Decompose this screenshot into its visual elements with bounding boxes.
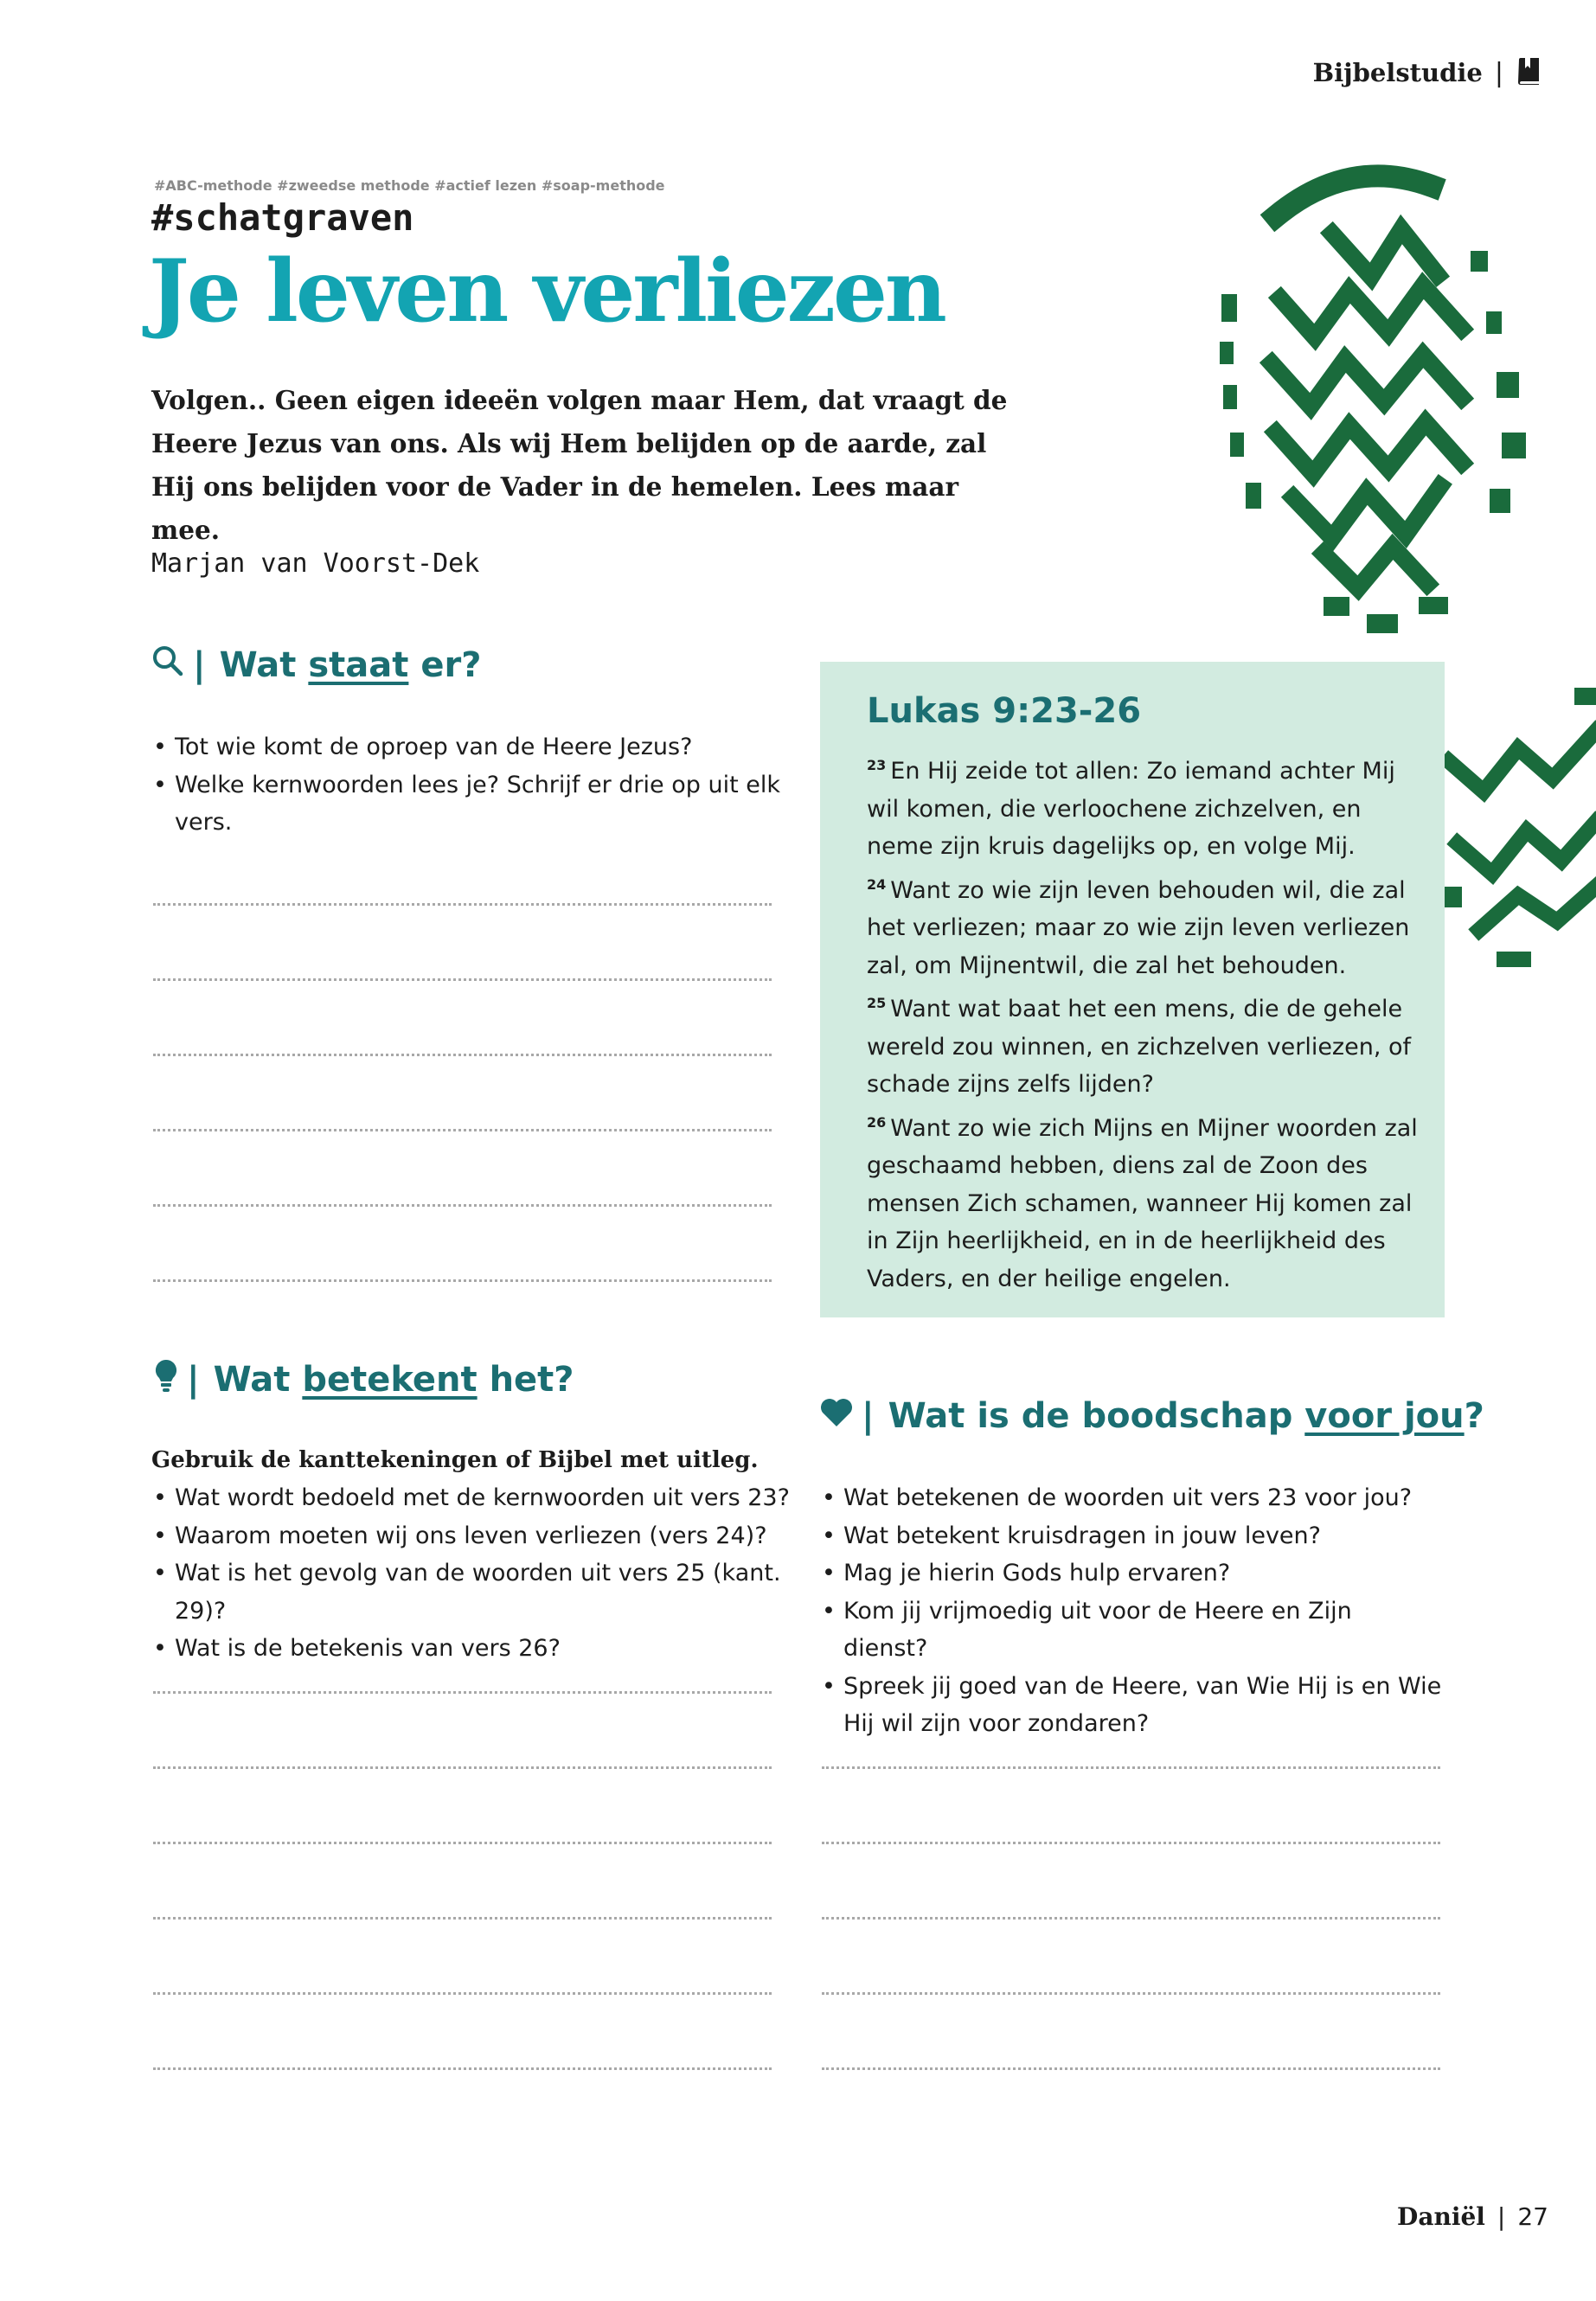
heading-separator: |: [862, 1396, 875, 1436]
writing-line[interactable]: [153, 2067, 772, 2070]
heading-text-underlined: betekent: [302, 1360, 478, 1400]
lightbulb-icon: [154, 1358, 178, 1401]
list-item: • Wat betekent kruisdragen in jouw leven?: [820, 1517, 1443, 1555]
book-icon: [1516, 57, 1542, 88]
heading-text-pre: Wat is de boodschap: [888, 1396, 1293, 1436]
verse-number: 24: [867, 875, 887, 893]
writing-line[interactable]: [153, 1842, 772, 1844]
section-meaning-questions: [151, 1479, 792, 1668]
kicker: #schatgraven: [151, 196, 414, 239]
list-item: • Kom jij vrijmoedig uit voor de Heere en Zijn dienst?: [820, 1593, 1443, 1668]
page-title: Je leven verliezen: [149, 241, 945, 342]
heading-separator: |: [193, 645, 206, 685]
page-footer: [1397, 2202, 1548, 2231]
heading-text-pre: Wat: [219, 645, 297, 685]
section-what-heading: [151, 644, 481, 686]
list-item: • Spreek jij goed van de Heere, van Wie Hij is en Wie Hij wil zijn voor zondaren?: [820, 1668, 1443, 1743]
verse-number: 26: [867, 1113, 887, 1131]
verse-text: En Hij zeide tot allen: Zo iemand achter Mij wil komen, die verloochene zichzelven, en neme zijn kruis dagelijks op, en volge Mij.: [867, 758, 1395, 860]
heading-text-post: er?: [420, 645, 482, 685]
scripture-box: [820, 662, 1445, 1317]
writing-line[interactable]: [153, 903, 772, 906]
section-message-heading: [820, 1396, 1484, 1436]
list-item: • Waarom moeten wij ons leven verliezen (vers 24)?: [151, 1517, 792, 1555]
list-item: • Mag je hierin Gods hulp ervaren?: [820, 1554, 1443, 1593]
section-meaning-heading: [154, 1358, 574, 1401]
verse: [867, 1104, 1420, 1298]
section-label: Bijbelstudie: [1312, 58, 1483, 87]
verse: [867, 984, 1420, 1104]
section-what-questions: [151, 728, 783, 842]
writing-line[interactable]: [822, 1842, 1440, 1844]
page-header: [1313, 57, 1542, 88]
verse-text: Want zo wie zich Mijns en Mijner woorden zal geschaamd hebben, diens zal de Zoon des mensen Zich schamen, wanneer Hij komen zal in Zijn heerlijkheid, en in de heerlijkheid des Vaders, en der heilige engelen.: [867, 1114, 1418, 1292]
header-separator: |: [1494, 57, 1503, 88]
verse-text: Want wat baat het een mens, die de gehele wereld zou winnen, en zichzelven verliezen, of schade zijns zelfs lijden?: [867, 996, 1412, 1098]
writing-line[interactable]: [153, 978, 772, 981]
writing-line[interactable]: [153, 1766, 772, 1769]
writing-line[interactable]: [153, 1054, 772, 1056]
scripture-reference: Lukas 9:23-26: [867, 691, 1142, 731]
heading-text-post: het?: [489, 1360, 574, 1400]
section-meaning-instruction: Gebruik de kanttekeningen of Bijbel met uitleg.: [151, 1447, 759, 1473]
list-item: • Wat wordt bedoeld met de kernwoorden uit vers 23?: [151, 1479, 792, 1517]
section-message-questions: [820, 1479, 1443, 1743]
writing-line[interactable]: [153, 1917, 772, 1920]
list-item: • Wat is het gevolg van de woorden uit vers 25 (kant. 29)?: [151, 1554, 792, 1630]
writing-line[interactable]: [153, 1992, 772, 1995]
verse: [867, 747, 1420, 866]
writing-line[interactable]: [822, 2067, 1440, 2070]
heading-text-underlined: voor jou: [1304, 1396, 1465, 1436]
heading-text-underlined: staat: [308, 645, 409, 685]
page-number: 27: [1517, 2202, 1548, 2231]
writing-line[interactable]: [153, 1129, 772, 1131]
scripture-text: [867, 747, 1420, 1298]
verse-text: Want zo wie zijn leven behouden wil, die zal het verliezen; maar zo wie zijn leven verliezen zal, om Mijnentwil, die zal het behouden.: [867, 876, 1410, 979]
writing-line[interactable]: [153, 1279, 772, 1282]
writing-line[interactable]: [822, 1766, 1440, 1769]
list-item: • Wat betekenen de woorden uit vers 23 voor jou?: [820, 1479, 1443, 1517]
magazine-name: Daniël: [1397, 2202, 1485, 2231]
heading-text-post: ?: [1464, 1396, 1484, 1436]
writing-line[interactable]: [822, 1917, 1440, 1920]
writing-line[interactable]: [822, 1992, 1440, 1995]
verse: [867, 866, 1420, 985]
heart-icon: [820, 1396, 853, 1436]
verse-number: 25: [867, 995, 887, 1011]
author-name: Marjan van Voorst-Dek: [151, 548, 480, 579]
footprint-graphic-partial: [1445, 679, 1596, 973]
list-item: • Wat is de betekenis van vers 26?: [151, 1630, 792, 1668]
heading-separator: |: [187, 1360, 200, 1400]
verse-number: 23: [867, 757, 887, 773]
hashtag-line: #ABC-methode #zweedse methode #actief lezen #soap-methode: [154, 177, 665, 194]
list-item: • Welke kernwoorden lees je? Schrijf er drie op uit elk vers.: [151, 766, 783, 842]
search-icon: [151, 644, 184, 686]
footer-separator: |: [1497, 2202, 1506, 2231]
list-item: • Tot wie komt de oproep van de Heere Jezus?: [151, 728, 783, 766]
footprint-graphic: [1211, 147, 1557, 640]
lead-paragraph: Volgen.. Geen eigen ideeën volgen maar Hem, dat vraagt de Heere Jezus van ons. Als wij Hem belijden op de aarde, zal Hij ons belijden voor de Vader in de hemelen. Lees maar mee.: [151, 385, 1008, 545]
writing-line[interactable]: [153, 1691, 772, 1694]
heading-text-pre: Wat: [213, 1360, 291, 1400]
writing-line[interactable]: [153, 1204, 772, 1207]
